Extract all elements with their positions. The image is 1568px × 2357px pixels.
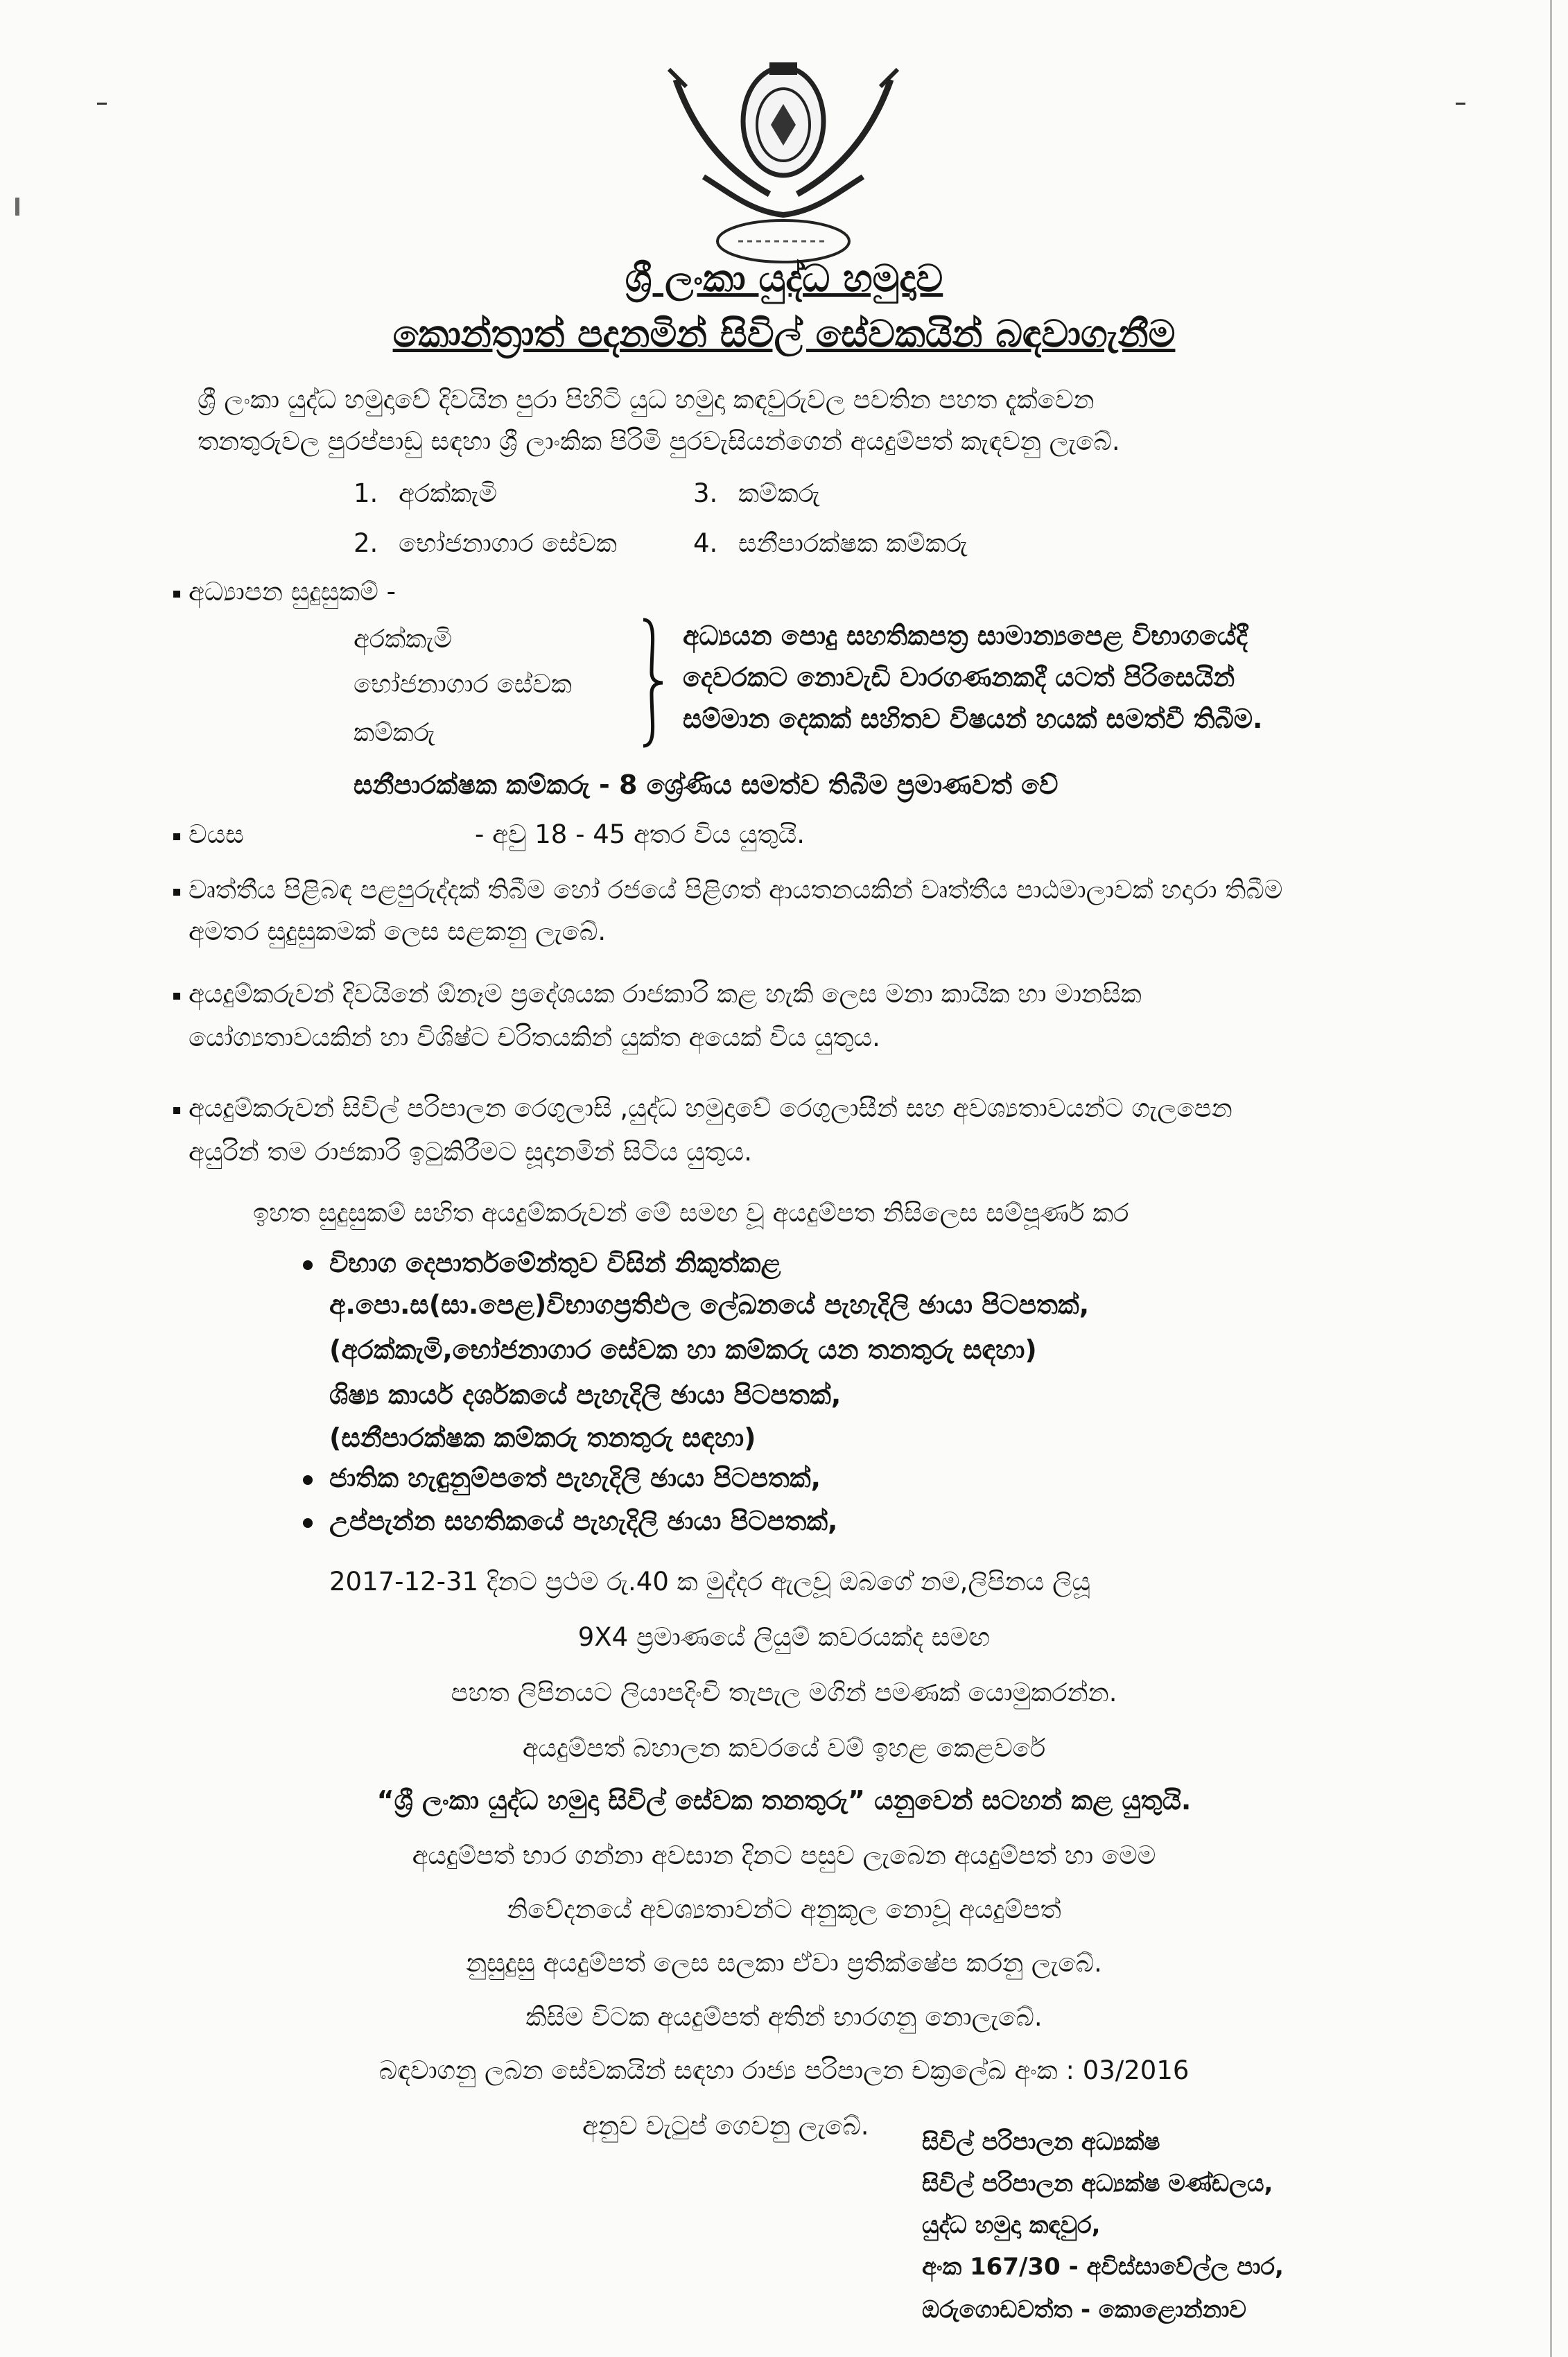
- bullet-square: [173, 591, 180, 598]
- education-role: අරක්කැමි: [354, 624, 453, 654]
- document-item-note: (අරක්කැමි,භෝජනාගාර සේවක හා කම්කරු යන තනතුරු සඳහා): [329, 1334, 1037, 1365]
- education-requirement: අධ්‍යයන පොදු සහතිකපත්‍ර සාමාන්‍යපෙළ විභාගයේදී: [683, 620, 1248, 651]
- instruction-line: පහත ලිපිනයට ලියාපදිංචි තැපැල මගින් පමණක් යොමුකරන්න.: [451, 1678, 1117, 1707]
- bullet-square: [173, 993, 180, 1000]
- document-item: විභාග දෙපාර්තමේන්තුව විසින් නිකුත්කළ: [329, 1248, 781, 1278]
- address-line: ඔරුගොඩවත්ත - කොළොන්නාව: [922, 2296, 1246, 2324]
- position-num: 4.: [693, 528, 718, 558]
- position-name: භෝජනාගාර සේවක: [399, 528, 617, 558]
- document-item: ශිෂ්‍ය කාර්ය දර්ශකයේ පැහැදිලි ඡායා පිටපතක්,: [329, 1380, 842, 1410]
- instruction-line: 2017-12-31 දිනට ප්‍රථම රු.40 ක මුද්දර ඇලවූ ඔබගේ නම,ලිපිනය ලියූ: [329, 1567, 1090, 1597]
- instruction-line: නිවේදනයේ අවශ්‍යතාවන්ට අනුකූල නොවූ අයදුම්පත්: [507, 1895, 1061, 1924]
- bullet-line: අයදුම්කරුවන් දිවයිනේ ඕනෑම ප්‍රදේශයක රාජකාරි කළ හැකි ලෙස මනා කායික හා මානසික: [189, 979, 1142, 1009]
- address-line: අංක 167/30 - අවිස්සාවේල්ල පාර,: [922, 2253, 1284, 2281]
- address-line: යුද්ධ හමුදා කඳවුර,: [922, 2211, 1101, 2239]
- address-line: සිවිල් පරිපාලන අධ්‍යක්ෂ: [922, 2128, 1160, 2156]
- sanitary-requirement: සනීපාරක්ෂක කම්කරු - 8 ශ්‍රේණිය සමත්ව තිබීම ප්‍රමාණවත් වේ: [354, 769, 1059, 800]
- document-item: ජාතික හැඳුනුම්පතේ පැහැදිලි ඡායා පිටපතක්,: [329, 1463, 821, 1493]
- instruction-line: බඳවාගනු ලබන සේවකයින් සඳහා රාජ්‍ය පරිපාලන චක්‍රලේඛ අංක : 03/2016: [378, 2055, 1190, 2085]
- document-item-note: (සනීපාරක්ෂක කම්කරු තනතුරු සඳහා): [329, 1423, 756, 1453]
- bullet-line: යෝග්‍යතාවයකින් හා විශිෂ්ට චරිතයකින් යුක්ත අයෙක් විය යුතුය.: [189, 1023, 880, 1052]
- scan-speck: [15, 198, 19, 216]
- sri-lanka-army-emblem-icon: [648, 55, 918, 267]
- bullet-square: [173, 1107, 180, 1114]
- education-role: කම්කරු: [354, 717, 435, 747]
- education-heading: අධ්‍යාපන සුදුසුකම් -: [189, 577, 397, 607]
- bullet-square: [173, 889, 180, 896]
- title-line-2: කොන්ත්‍රාත් පදනමින් සිවිල් සේවකයින් බඳවාගැනීම: [392, 312, 1176, 356]
- document-item: අ.පො.ස(සා.පෙළ)විභාගප්‍රතිඵල ලේඛනයේ පැහැදිලි ඡායා පිටපතක්,: [329, 1289, 1090, 1320]
- instruction-line: 9X4 ප්‍රමාණයේ ලියුම් කවරයක්ද සමඟ: [577, 1622, 991, 1652]
- bullet-dot: [303, 1518, 313, 1528]
- bullet-line: අයදුම්කරුවන් සිවිල් පරිපාලන රෙගුලාසි ,යුද්ධ හමුදාවේ රෙගුලාසීන් සහ අවශ්‍යතාවයන්ට ගැලපෙන: [189, 1093, 1232, 1123]
- education-requirement: සම්මාන දෙකක් සහිතව විෂයන් හයක් සමත්වී තිබීම.: [683, 704, 1263, 734]
- scan-mark-right: [1456, 103, 1465, 105]
- position-name: කම්කරු: [738, 478, 820, 508]
- instruction-line: අයදුම්පත් බහාලන කවරයේ වම් ඉහළ කෙළවරේ: [522, 1733, 1046, 1763]
- document-item: උප්පැන්න සහතිකයේ පැහැදිලි ඡායා පිටපතක්,: [329, 1506, 838, 1536]
- bullet-line: අමතර සුදුසුකමක් ලෙස සළකනු ලැබේ.: [189, 916, 607, 946]
- age-label: වයස: [189, 819, 244, 849]
- instruction-line: අනුව වැටුප් ගෙවනු ලැබේ.: [582, 2111, 869, 2141]
- bullet-dot: [303, 1475, 313, 1485]
- bullet-dot: [303, 1260, 313, 1270]
- instruction-line: නුසුදුසු අයදුම්පත් ලෙස සලකා ඒවා ප්‍රතික්ෂේප කරනු ලැබේ.: [466, 1948, 1102, 1978]
- scan-mark-left: [97, 103, 107, 105]
- position-num: 1.: [354, 478, 378, 508]
- instruction-line: අයදුම්පත් භාර ගන්නා අවසාන දිනට පසුව ලැබෙන අයදුම්පත් හා මෙම: [412, 1841, 1156, 1870]
- bullet-line: වෘත්තීය පිළිබඳ පළපුරුද්දක් තිබීම හෝ රජයේ පිළිගත් ආයතනයකින් වෘත්තීය පාඨමාලාවක් හදාරා තිබීම: [189, 875, 1283, 905]
- address-line: සිවිල් පරිපාලන අධ්‍යක්ෂ මණ්ඩලය,: [922, 2170, 1273, 2198]
- documents-intro: ඉහත සුදුසුකම් සහිත අයදුම්කරුවන් මේ සමඟ වූ අයදුම්පත නිසිලෙස සම්පූර්ණ කර: [253, 1198, 1129, 1228]
- instruction-line: “ශ්‍රී ලංකා යුද්ධ හමුදා සිවිල් සේවක තනතුරු” යනුවෙන් සටහන් කළ යුතුයි.: [376, 1785, 1192, 1816]
- position-num: 3.: [693, 478, 718, 508]
- position-name: සනීපාරක්ෂක කම්කරු: [738, 528, 968, 558]
- education-requirement: දෙවරකට නොවැඩි වාරගණනකදී යටත් පිරිසෙයින්: [683, 662, 1235, 693]
- bullet-line: අයුරින් තම රාජකාරි ඉටුකිරීමට සූදානමින් සිටිය යුතුය.: [189, 1137, 753, 1167]
- education-role: භෝජනාගාර සේවක: [354, 669, 572, 699]
- title-line-1: ශ්‍රී ලංකා යුද්ධ හමුදාව: [625, 256, 943, 300]
- intro-line-2: තනතුරුවල පුරප්පාඩු සඳහා ශ්‍රී ලාංකික පිරිමි පුරවැසියන්ගෙන් අයදුම්පත් කැඳවනු ලැබේ.: [198, 426, 1120, 456]
- bullet-square: [173, 833, 180, 840]
- brace-icon: [638, 617, 665, 749]
- intro-line-1: ශ්‍රී ලංකා යුද්ධ හමුදාවේ දිවයින පුරා පිහිටි යුධ හමුදා කඳවුරුවල පවතින පහත දැක්වෙන: [198, 385, 1095, 415]
- position-num: 2.: [354, 528, 378, 558]
- age-value: - අවු 18 - 45 අතර විය යුතුයි.: [475, 819, 805, 849]
- position-name: අරක්කැමි: [399, 478, 498, 508]
- instruction-line: කිසිම විටක අයදුම්පත් අතින් භාරගනු නොලැබේ.: [525, 2002, 1043, 2032]
